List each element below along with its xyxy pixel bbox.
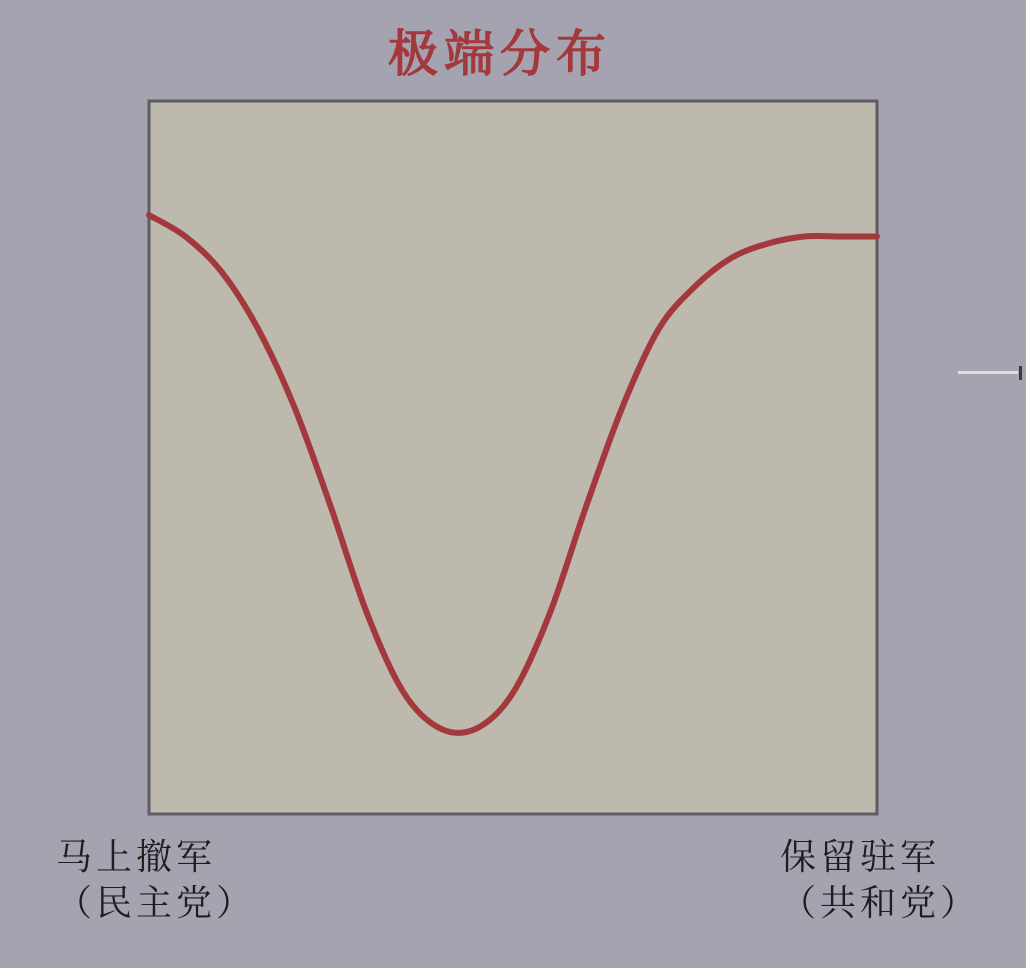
edge-artifact-tick xyxy=(1019,366,1022,380)
right-party-label: （共和党） xyxy=(780,883,981,924)
right-position-label: 保留驻军 xyxy=(780,837,941,878)
left-position-label: 马上撤军 xyxy=(56,837,217,878)
left-party-label: （民主党） xyxy=(56,883,257,924)
x-axis-right-label xyxy=(780,835,980,927)
x-axis-left-label xyxy=(56,835,256,927)
plot-area xyxy=(149,101,877,814)
edge-artifact-mark xyxy=(958,371,1018,374)
chart-title: 极端分布 xyxy=(388,25,612,83)
